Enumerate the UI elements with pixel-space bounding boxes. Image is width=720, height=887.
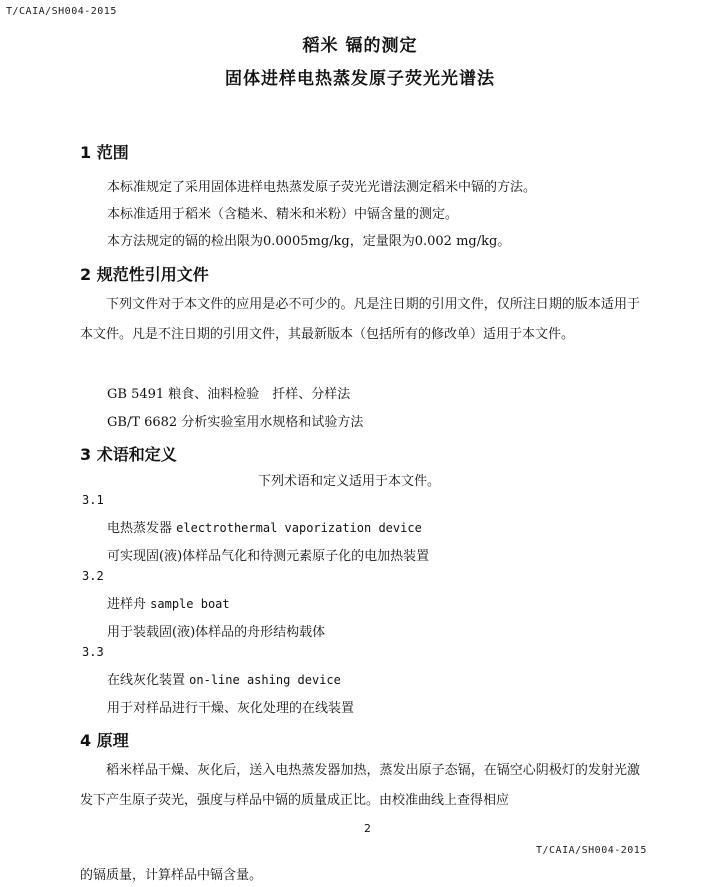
header-code: T/CAIA/SH004-2015	[6, 6, 117, 17]
section-3-intro: 下列术语和定义适用于本文件。	[258, 474, 441, 489]
title-line2: 固体进样电热蒸发原子荧光光谱法	[225, 69, 495, 89]
section-1-paragraph-1: 本标准规定了采用固体进样电热蒸发原子荧光光谱法测定稻米中镉的方法。	[107, 180, 537, 195]
term-3-2-cn: 进样舟	[107, 597, 147, 612]
section-4-heading: 4 原理	[80, 731, 129, 750]
section-1-paragraph-2: 本标准适用于稻米（含糙米、精米和米粉）中镉含量的测定。	[107, 207, 459, 222]
section-4-paragraph: 稻米样品干燥、灰化后，送入电热蒸发器加热，蒸发出原子态镉，在镉空心阴极灯的发射光激发下产生原子荧光，强度与样品中镉的质量成正比。由校准曲线上查得相应	[80, 763, 640, 808]
term-3-3-en: on-line ashing device	[189, 673, 341, 687]
title-line1: 稻米 镉的测定	[302, 36, 418, 56]
term-3-1-name	[107, 517, 422, 536]
term-3-1-cn: 电热蒸发器	[107, 521, 173, 536]
section-2-paragraph: 下列文件对于本文件的应用是必不可少的。凡是注日期的引用文件，仅所注日期的版本适用于本文件。凡是不注日期的引用文件，其最新版本（包括所有的修改单）适用于本文件。	[80, 297, 640, 342]
footer-code: T/CAIA/SH004-2015	[536, 845, 647, 856]
term-3-2-name	[107, 593, 230, 612]
reference-gbt6682: GB/T 6682 分析实验室用水规格和试验方法	[107, 415, 364, 430]
term-3-3-definition: 用于对样品进行干燥、灰化处理的在线装置	[107, 701, 355, 716]
section-2-heading: 2 规范性引用文件	[80, 265, 209, 284]
section-1-paragraph-3: 本方法规定的镉的检出限为0.0005mg/kg，定量限为0.002 mg/kg。	[107, 234, 511, 249]
section-3-heading: 3 术语和定义	[80, 445, 177, 464]
section-1-heading: 1 范围	[80, 143, 129, 162]
term-3-3-name	[107, 669, 341, 688]
term-3-2-en: sample boat	[150, 597, 230, 611]
term-3-3-number: 3.3	[82, 645, 104, 659]
page-number: 2	[364, 822, 371, 835]
term-3-3-cn: 在线灰化装置	[107, 673, 186, 688]
term-3-1-en: electrothermal vaporization device	[176, 521, 422, 535]
term-3-1-number: 3.1	[82, 493, 104, 507]
term-3-2-number: 3.2	[82, 569, 104, 583]
term-3-2-definition: 用于装载固(液)体样品的舟形结构载体	[107, 625, 326, 640]
reference-gb5491: GB 5491 粮食、油料检验 扦样、分样法	[107, 387, 351, 402]
term-3-1-definition: 可实现固(液)体样品气化和待测元素原子化的电加热装置	[107, 549, 430, 564]
section-4-paragraph-continued: 的镉质量，计算样品中镉含量。	[80, 868, 263, 883]
